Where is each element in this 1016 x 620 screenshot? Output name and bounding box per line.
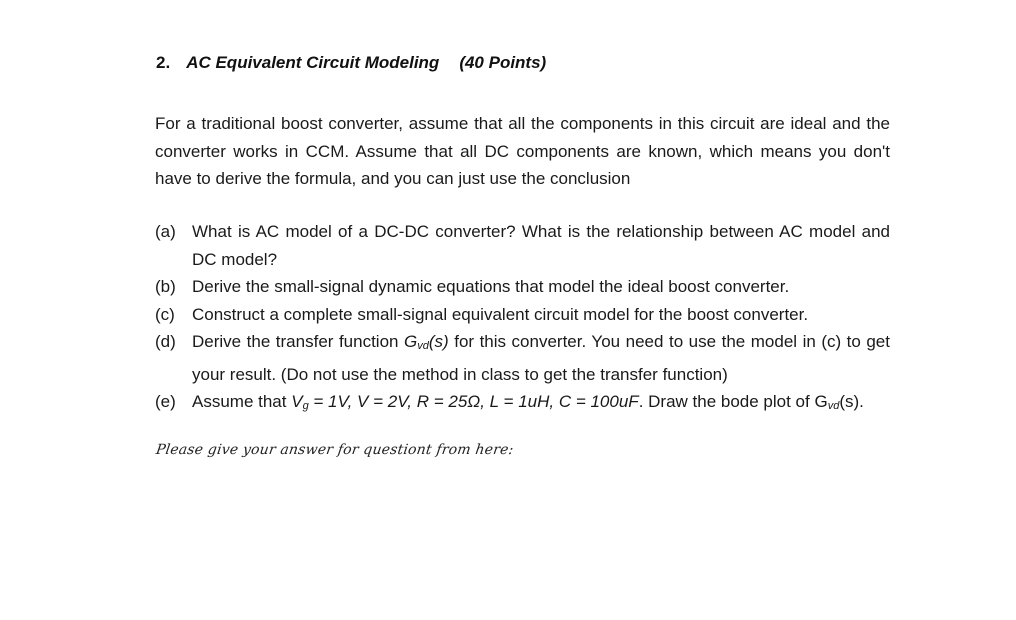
- question-title: AC Equivalent Circuit Modeling: [186, 53, 440, 72]
- question-item-b: [155, 273, 890, 301]
- question-text-before: Assume that: [192, 392, 292, 411]
- question-item-a: [155, 218, 890, 273]
- question-heading: [156, 53, 546, 73]
- transfer-function: [814, 392, 859, 411]
- question-item-d: [155, 328, 890, 388]
- question-text-mid: . Draw the bode plot of: [638, 392, 815, 411]
- question-text: Construct a complete small-signal equivalent circuit model for the boost converter.: [192, 304, 809, 324]
- transfer-function: [404, 332, 449, 351]
- question-item-e: [155, 388, 890, 421]
- question-marker: (e): [155, 392, 176, 411]
- transfer-function-sub: vd: [827, 400, 840, 412]
- question-text-before: Derive the transfer function: [192, 332, 405, 351]
- question-marker: (a): [155, 222, 176, 241]
- transfer-function-arg: (s): [839, 392, 860, 411]
- param-vg-sub: g: [302, 400, 309, 412]
- question-number: 2.: [156, 53, 171, 72]
- question-marker: (d): [155, 332, 176, 351]
- question-marker: (b): [155, 277, 176, 296]
- handwritten-note: Please give your answer for questiont from here:: [154, 442, 515, 458]
- question-item-c: [155, 301, 890, 329]
- intro-paragraph: For a traditional boost converter, assume that all the components in this circuit are ideal and the converter works in CCM. Assume that all DC components are known, which means you don't have to derive the formula, and you can just use the conclusion: [155, 114, 890, 188]
- question-marker: (c): [155, 304, 175, 324]
- circuit-parameters: [291, 392, 638, 411]
- question-text: What is AC model of a DC-DC converter? What is the relationship between AC model and DC model?: [192, 222, 890, 269]
- question-text-after: .: [859, 392, 864, 411]
- param-rest: = 1V, V = 2V, R = 25Ω, L = 1uH, C = 100uF: [308, 392, 639, 411]
- question-list: [155, 218, 890, 421]
- transfer-function-sub: vd: [417, 340, 429, 352]
- question-points: (40 Points): [459, 53, 547, 72]
- transfer-function-main: G: [814, 392, 828, 411]
- question-text: Derive the small-signal dynamic equations that model the ideal boost converter.: [192, 277, 790, 296]
- transfer-function-main: G: [404, 332, 418, 351]
- transfer-function-arg: (s): [428, 332, 449, 351]
- param-vg-main: V: [291, 392, 303, 411]
- question-text-after: for this converter. You need to use the model in (c) to get your result. (Do not use the method in class to get the transfer function): [192, 332, 890, 384]
